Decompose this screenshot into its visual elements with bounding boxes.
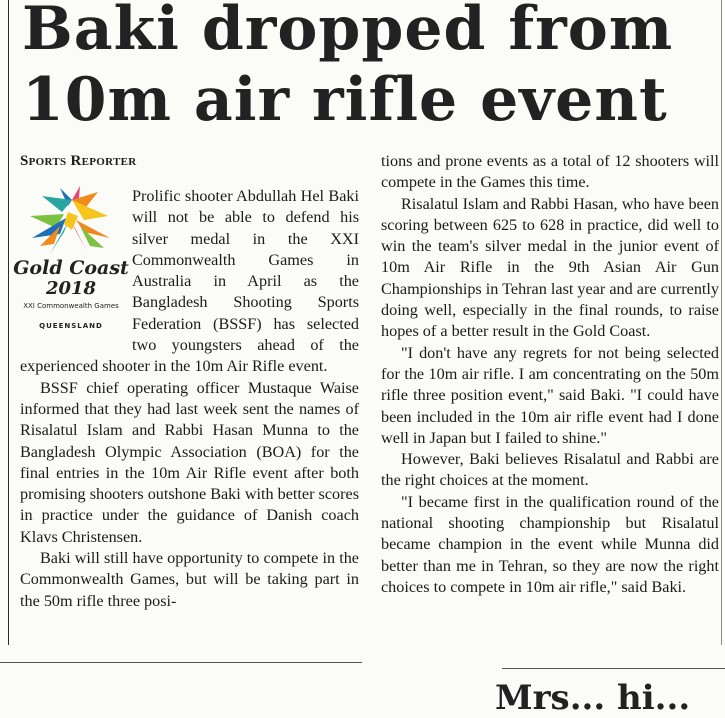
article-headline: Baki dropped from 10m air rifle event [22, 0, 674, 135]
paragraph: Risalatul Islam and Rabbi Hasan, who have been scoring between 625 to 628 in practice, did well to win the team's silver medal in the junior event of 10m Air Rifle in the 9th Asian Air Gun Championships in Tehran last year and are currently doing well, especially in the final rounds, to raise hopes of a better result in the Gold Coast. [381, 194, 719, 341]
paragraph: Prolific shooter Abdullah Hel Baki will not be able to defend his silver medal in the XXI Commonwealth Games in Australia in April as the Bangladesh Shooting Sports Federation (BSSF) has selected two youngsters ahead of the experienced shooter in the 10m Air Rifle event. [20, 187, 359, 376]
logo-year: 2018 [45, 278, 97, 299]
paragraph: Baki will still have opportunity to compete in the Commonwealth Games, but will be taking part in the 50m rifle three posi- [20, 549, 359, 610]
section-divider [0, 662, 362, 663]
paragraph: BSSF chief operating officer Mustaque Waise informed that they had last week sent the names of Risalatul Islam and Rabbi Hasan Munna to the Bangladesh Olympic Association (BOA) for the final entries in the 10m Air Rifle event after both promising shooters outshone Baki with better scores in practice under the guidance of Danish coach Klavs Christensen. [20, 378, 359, 546]
logo-wordmark: Gold Coast [13, 257, 129, 279]
logo-burst-icon [30, 186, 110, 254]
next-story-headline: Mrs... hi... [495, 678, 691, 718]
paragraph: tions and prone events as a total of 12 shooters will compete in the Games this time. [381, 152, 719, 192]
article-byline: Sports Reporter [20, 153, 137, 169]
logo-region: QUEENSLAND [39, 322, 103, 330]
paragraph: "I don't have any regrets for not being selected for the 10m air rifle. I am concentrating on the 50m rifle three position event," said Baki. "I could have been included in the 10m air rifle event had I done well in Japan but I failed to shine." [381, 343, 719, 447]
gold-coast-2018-logo [13, 186, 129, 338]
column-rule-left [8, 0, 9, 645]
section-divider [502, 668, 725, 669]
paragraph: However, Baki believes Risalatul and Rabbi are the right choices at the moment. [381, 450, 719, 490]
article-column-2 [381, 151, 719, 598]
article-column-1 [13, 186, 359, 612]
logo-subtitle: XXI Commonwealth Games [23, 302, 119, 310]
paragraph: "I became first in the qualification round of the national shooting championship but Risalatul became champion in the event while Munna did better than me in Tehran, so they are now the right choices to compete in 10m air rifle," said Baki. [381, 492, 719, 596]
